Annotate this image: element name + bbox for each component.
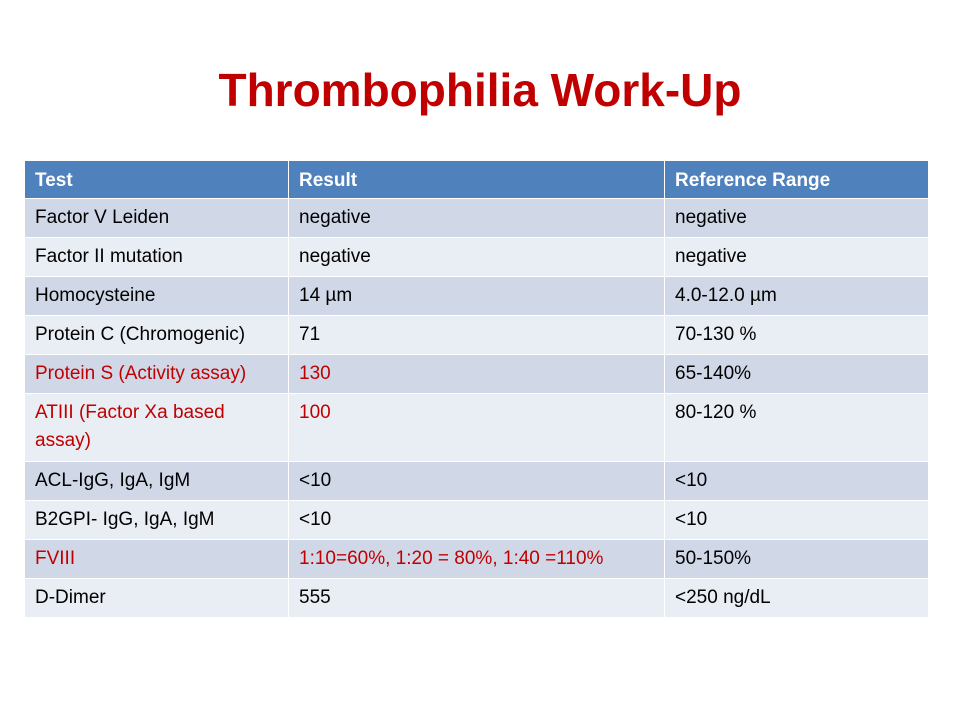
cell-reference: 4.0-12.0 µm bbox=[665, 277, 929, 316]
cell-reference: 80-120 % bbox=[665, 394, 929, 462]
page-title: Thrombophilia Work-Up bbox=[218, 64, 742, 116]
table-row bbox=[25, 579, 929, 618]
cell-result: 130 bbox=[289, 355, 665, 394]
cell-result: <10 bbox=[289, 462, 665, 501]
table-row bbox=[25, 199, 929, 238]
table-header-row bbox=[25, 161, 929, 199]
cell-reference: negative bbox=[665, 238, 929, 277]
cell-result: 555 bbox=[289, 579, 665, 618]
table-row bbox=[25, 355, 929, 394]
table-row bbox=[25, 501, 929, 540]
cell-result: negative bbox=[289, 199, 665, 238]
table-row bbox=[25, 277, 929, 316]
results-table bbox=[24, 160, 929, 618]
table-row bbox=[25, 540, 929, 579]
table-row bbox=[25, 238, 929, 277]
cell-test: Homocysteine bbox=[25, 277, 289, 316]
table-row bbox=[25, 462, 929, 501]
cell-result: <10 bbox=[289, 501, 665, 540]
header-test: Test bbox=[25, 161, 289, 199]
cell-reference: 65-140% bbox=[665, 355, 929, 394]
header-result: Result bbox=[289, 161, 665, 199]
cell-test: B2GPI- IgG, IgA, IgM bbox=[25, 501, 289, 540]
cell-result: 1:10=60%, 1:20 = 80%, 1:40 =110% bbox=[289, 540, 665, 579]
cell-test: Factor V Leiden bbox=[25, 199, 289, 238]
cell-reference: 70-130 % bbox=[665, 316, 929, 355]
cell-reference: <250 ng/dL bbox=[665, 579, 929, 618]
cell-result: negative bbox=[289, 238, 665, 277]
cell-test: Protein S (Activity assay) bbox=[25, 355, 289, 394]
cell-test: Factor II mutation bbox=[25, 238, 289, 277]
cell-test: FVIII bbox=[25, 540, 289, 579]
cell-reference: <10 bbox=[665, 462, 929, 501]
cell-test: ACL-IgG, IgA, IgM bbox=[25, 462, 289, 501]
table-row bbox=[25, 394, 929, 462]
cell-test: ATIII (Factor Xa based assay) bbox=[25, 394, 289, 462]
cell-reference: <10 bbox=[665, 501, 929, 540]
header-reference-range: Reference Range bbox=[665, 161, 929, 199]
cell-reference: negative bbox=[665, 199, 929, 238]
cell-result: 14 µm bbox=[289, 277, 665, 316]
cell-test: Protein C (Chromogenic) bbox=[25, 316, 289, 355]
cell-reference: 50-150% bbox=[665, 540, 929, 579]
table-row bbox=[25, 316, 929, 355]
cell-result: 71 bbox=[289, 316, 665, 355]
cell-result: 100 bbox=[289, 394, 665, 462]
cell-test: D-Dimer bbox=[25, 579, 289, 618]
